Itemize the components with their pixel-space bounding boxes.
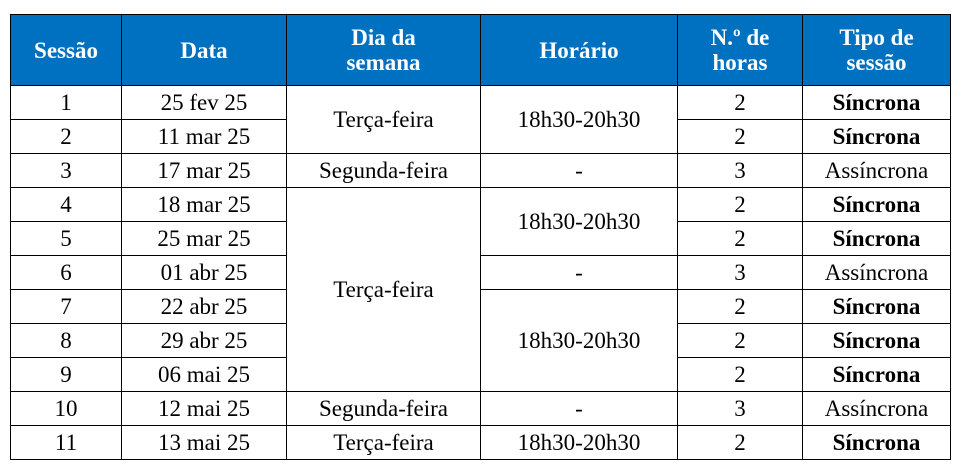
dia-semana-cell: Terça-feira — [287, 426, 481, 460]
horas-cell: 2 — [678, 86, 803, 120]
header-dia-semana — [287, 15, 481, 86]
sessao-cell: 3 — [11, 154, 122, 188]
data-cell: 01 abr 25 — [122, 256, 287, 290]
horas-cell: 3 — [678, 154, 803, 188]
header-data-label: Data — [180, 37, 228, 63]
tipo-cell: Assíncrona — [803, 154, 951, 188]
data-cell: 25 fev 25 — [122, 86, 287, 120]
header-sessao-label: Sessão — [34, 37, 98, 63]
horas-cell: 2 — [678, 290, 803, 324]
header-tipo-line1: Tipo de — [839, 25, 914, 50]
tipo-cell: Síncrona — [803, 324, 951, 358]
tipo-cell: Síncrona — [803, 358, 951, 392]
header-dia-line2: semana — [346, 50, 421, 75]
horas-cell: 2 — [678, 324, 803, 358]
horario-cell: - — [481, 392, 678, 426]
dia-semana-cell: Terça-feira — [287, 188, 481, 392]
table-row — [11, 188, 951, 222]
header-row — [11, 15, 951, 86]
horas-cell: 3 — [678, 256, 803, 290]
sessao-cell: 4 — [11, 188, 122, 222]
tipo-cell: Síncrona — [803, 426, 951, 460]
table-row — [11, 426, 951, 460]
table-row — [11, 392, 951, 426]
sessao-cell: 7 — [11, 290, 122, 324]
session-schedule-table — [10, 14, 951, 460]
horas-cell: 3 — [678, 392, 803, 426]
tipo-cell: Síncrona — [803, 188, 951, 222]
horas-cell: 2 — [678, 188, 803, 222]
sessao-cell: 8 — [11, 324, 122, 358]
tipo-cell: Assíncrona — [803, 392, 951, 426]
horario-cell: - — [481, 154, 678, 188]
horario-cell: - — [481, 256, 678, 290]
data-cell: 13 mai 25 — [122, 426, 287, 460]
tipo-cell: Assíncrona — [803, 256, 951, 290]
header-horario-label: Horário — [539, 37, 619, 63]
horas-cell: 2 — [678, 358, 803, 392]
tipo-cell: Síncrona — [803, 120, 951, 154]
sessao-cell: 10 — [11, 392, 122, 426]
tipo-cell: Síncrona — [803, 290, 951, 324]
horario-cell: 18h30-20h30 — [481, 188, 678, 256]
data-cell: 11 mar 25 — [122, 120, 287, 154]
dia-semana-cell: Segunda-feira — [287, 392, 481, 426]
data-cell: 06 mai 25 — [122, 358, 287, 392]
table-row — [11, 290, 951, 324]
sessao-cell: 9 — [11, 358, 122, 392]
data-cell: 18 mar 25 — [122, 188, 287, 222]
header-dia-line1: Dia da — [351, 25, 416, 50]
tipo-cell: Síncrona — [803, 86, 951, 120]
data-cell: 17 mar 25 — [122, 154, 287, 188]
horario-cell: 18h30-20h30 — [481, 426, 678, 460]
horas-cell: 2 — [678, 120, 803, 154]
header-data — [122, 15, 287, 86]
dia-semana-cell: Segunda-feira — [287, 154, 481, 188]
data-cell: 12 mai 25 — [122, 392, 287, 426]
header-horario — [481, 15, 678, 86]
sessao-cell: 1 — [11, 86, 122, 120]
dia-semana-cell: Terça-feira — [287, 86, 481, 154]
horario-cell: 18h30-20h30 — [481, 86, 678, 154]
data-cell: 29 abr 25 — [122, 324, 287, 358]
sessao-cell: 11 — [11, 426, 122, 460]
table-row — [11, 86, 951, 120]
horario-cell: 18h30-20h30 — [481, 290, 678, 392]
table-row — [11, 154, 951, 188]
data-cell: 22 abr 25 — [122, 290, 287, 324]
horas-cell: 2 — [678, 426, 803, 460]
sessao-cell: 5 — [11, 222, 122, 256]
header-horas-line1: N.º de — [710, 25, 770, 50]
data-cell: 25 mar 25 — [122, 222, 287, 256]
header-horas-line2: horas — [712, 50, 768, 75]
sessao-cell: 6 — [11, 256, 122, 290]
tipo-cell: Síncrona — [803, 222, 951, 256]
header-horas — [678, 15, 803, 86]
horas-cell: 2 — [678, 222, 803, 256]
header-sessao — [11, 15, 122, 86]
sessao-cell: 2 — [11, 120, 122, 154]
table-row — [11, 256, 951, 290]
header-tipo-line2: sessão — [846, 50, 907, 75]
header-tipo — [803, 15, 951, 86]
